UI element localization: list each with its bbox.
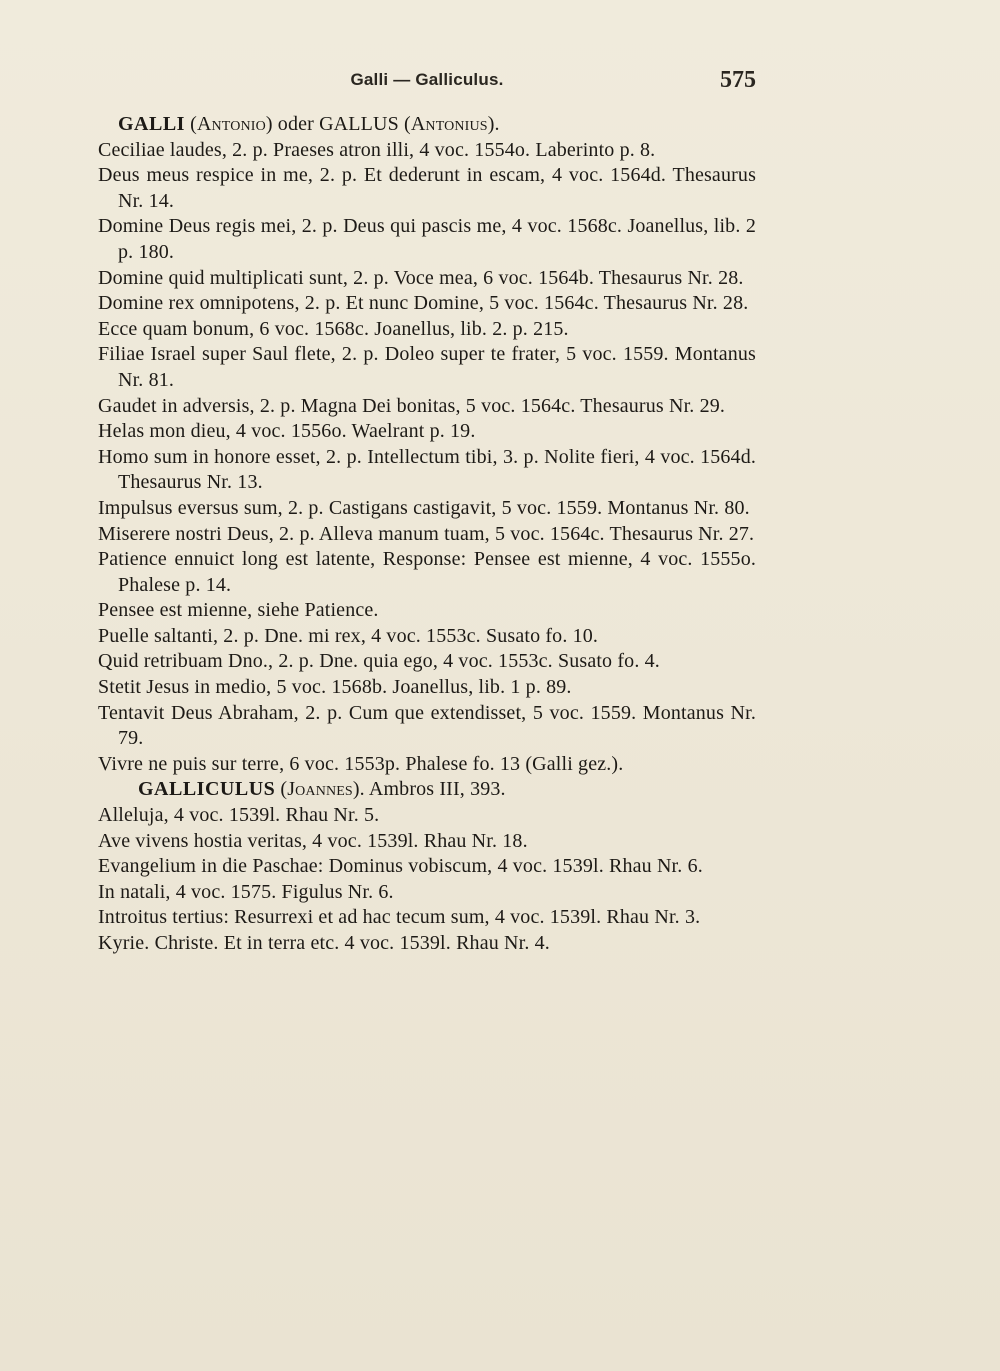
- paren-open: (: [190, 113, 197, 135]
- catalog-text: [98, 112, 756, 957]
- galliculus-entry-list: [98, 803, 756, 957]
- composer-heading-galli: [98, 112, 756, 138]
- catalog-entry: Domine rex omnipotens, 2. p. Et nunc Domine, 5 voc. 1564c. Thesaurus Nr. 28.: [98, 292, 749, 315]
- composer-alt-given-name: Antonius: [410, 113, 488, 135]
- catalog-entry: Homo sum in honore esset, 2. p. Intellectum tibi, 3. p. Nolite fieri, 4 voc. 1564d. Thesaurus Nr. 13.: [98, 445, 756, 494]
- catalog-entry: Vivre ne puis sur terre, 6 voc. 1553p. Phalese fo. 13 (Galli gez.).: [98, 752, 624, 775]
- catalog-entry: Domine quid multiplicati sunt, 2. p. Voce mea, 6 voc. 1564b. Thesaurus Nr. 28.: [98, 266, 744, 289]
- catalog-entry: Impulsus eversus sum, 2. p. Castigans castigavit, 5 voc. 1559. Montanus Nr. 80.: [98, 496, 750, 519]
- catalog-entry: Filiae Israel super Saul flete, 2. p. Doleo super te frater, 5 voc. 1559. Montanus Nr. 81.: [98, 343, 756, 391]
- paren-open: (: [280, 778, 288, 801]
- running-title: Galli — Galliculus.: [350, 70, 504, 89]
- composer-heading-galliculus: [98, 777, 756, 803]
- catalog-entry: Patience ennuict long est latente, Response: Pensee est mienne, 4 voc. 1555o. Phalese p. 14.: [98, 548, 756, 596]
- composer-surname: GALLI: [118, 113, 185, 135]
- catalog-entry: Introitus tertius: Resurrexi et ad hac tecum sum, 4 voc. 1539l. Rhau Nr. 3.: [98, 906, 701, 929]
- composer-given-name: Antonio: [196, 113, 266, 135]
- heading-connector: ) oder GALLUS (: [265, 113, 411, 135]
- page-number: 575: [720, 67, 756, 93]
- catalog-entry: Stetit Jesus in medio, 5 voc. 1568b. Joanellus, lib. 1 p. 89.: [98, 676, 572, 699]
- catalog-entry: In natali, 4 voc. 1575. Figulus Nr. 6.: [98, 880, 394, 903]
- catalog-entry: Tentavit Deus Abraham, 2. p. Cum que extendisset, 5 voc. 1559. Montanus Nr. 79.: [98, 701, 756, 750]
- catalog-entry: Pensee est mienne, siehe Patience.: [98, 599, 379, 622]
- catalog-entry: Quid retribuam Dno., 2. p. Dne. quia ego, 4 voc. 1553c. Susato fo. 4.: [98, 650, 660, 673]
- running-head: [98, 67, 756, 100]
- heading-close: ).: [487, 113, 500, 135]
- catalog-entry: Kyrie. Christe. Et in terra etc. 4 voc. 1539l. Rhau Nr. 4.: [98, 932, 550, 954]
- composer-surname: GALLICULUS: [138, 778, 276, 801]
- heading-close: ). Ambros III, 393.: [352, 778, 506, 801]
- catalog-entry: Ecce quam bonum, 6 voc. 1568c. Joanellus, lib. 2. p. 215.: [98, 317, 569, 340]
- catalog-entry: Puelle saltanti, 2. p. Dne. mi rex, 4 voc. 1553c. Susato fo. 10.: [98, 624, 599, 647]
- composer-given-name: Joannes: [287, 778, 353, 801]
- catalog-entry: Evangelium in die Paschae: Dominus vobiscum, 4 voc. 1539l. Rhau Nr. 6.: [98, 855, 703, 878]
- catalog-entry: Alleluja, 4 voc. 1539l. Rhau Nr. 5.: [98, 804, 380, 827]
- catalog-entry: Helas mon dieu, 4 voc. 1556o. Waelrant p. 19.: [98, 420, 476, 443]
- catalog-entry: Domine Deus regis mei, 2. p. Deus qui pascis me, 4 voc. 1568c. Joanellus, lib. 2 p. 180.: [98, 215, 756, 263]
- catalog-entry: Deus meus respice in me, 2. p. Et dederunt in escam, 4 voc. 1564d. Thesaurus Nr. 14.: [98, 164, 756, 212]
- catalog-entry: Ave vivens hostia veritas, 4 voc. 1539l. Rhau Nr. 18.: [98, 829, 528, 852]
- galli-entry-list: [98, 138, 756, 778]
- catalog-entry: Ceciliae laudes, 2. p. Praeses atron illi, 4 voc. 1554o. Laberinto p. 8.: [98, 138, 656, 161]
- catalog-entry: Gaudet in adversis, 2. p. Magna Dei bonitas, 5 voc. 1564c. Thesaurus Nr. 29.: [98, 394, 726, 417]
- catalog-entry: Miserere nostri Deus, 2. p. Alleva manum tuam, 5 voc. 1564c. Thesaurus Nr. 27.: [98, 522, 755, 545]
